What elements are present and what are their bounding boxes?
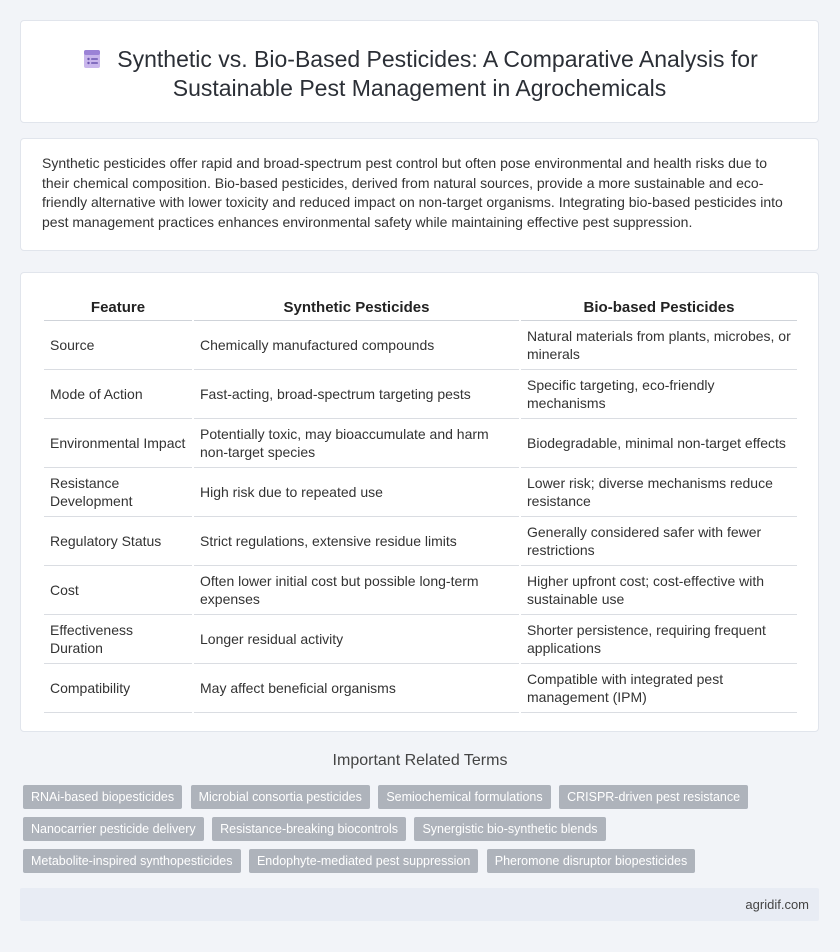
feature-cell: Resistance Development (44, 468, 192, 517)
table-row (44, 664, 797, 713)
bio-cell: Lower risk; diverse mechanisms reduce resistance (521, 468, 797, 517)
synthetic-cell: Strict regulations, extensive residue limits (194, 517, 519, 566)
bio-cell: Biodegradable, minimal non-target effects (521, 419, 797, 468)
related-term-tag[interactable]: Resistance-breaking biocontrols (212, 817, 406, 841)
bio-cell: Compatible with integrated pest management (IPM) (521, 664, 797, 713)
synthetic-cell: High risk due to repeated use (194, 468, 519, 517)
related-term-tag[interactable]: Metabolite-inspired synthopesticides (23, 849, 241, 873)
header-feature: Feature (44, 295, 192, 321)
feature-cell: Effectiveness Duration (44, 615, 192, 664)
bio-cell: Higher upfront cost; cost-effective with sustainable use (521, 566, 797, 615)
footer-bar (20, 888, 819, 921)
synthetic-cell: Often lower initial cost but possible long-term expenses (194, 566, 519, 615)
related-terms-heading: Important Related Terms (332, 752, 508, 769)
table-row (44, 419, 797, 468)
feature-cell: Compatibility (44, 664, 192, 713)
table-row (44, 370, 797, 419)
title-line-2: Sustainable Pest Management in Agrochemicals (172, 75, 667, 101)
header-bio-based: Bio-based Pesticides (521, 295, 797, 321)
bio-cell: Shorter persistence, requiring frequent applications (521, 615, 797, 664)
related-term-tag[interactable]: Microbial consortia pesticides (191, 785, 370, 809)
bio-cell: Generally considered safer with fewer restrictions (521, 517, 797, 566)
synthetic-cell: Potentially toxic, may bioaccumulate and harm non-target species (194, 419, 519, 468)
feature-cell: Mode of Action (44, 370, 192, 419)
synthetic-cell: Fast-acting, broad-spectrum targeting pests (194, 370, 519, 419)
synthetic-cell: Longer residual activity (194, 615, 519, 664)
table-header-row (44, 295, 797, 321)
comparison-table (42, 295, 799, 713)
feature-cell: Cost (44, 566, 192, 615)
table-row (44, 566, 797, 615)
related-term-tag[interactable]: Semiochemical formulations (378, 785, 550, 809)
bio-cell: Specific targeting, eco-friendly mechanisms (521, 370, 797, 419)
table-row (44, 321, 797, 370)
table-row (44, 517, 797, 566)
table-row (44, 615, 797, 664)
footer-site-link[interactable]: agridif.com (745, 897, 809, 912)
comparison-table-card (20, 272, 819, 732)
related-term-tag[interactable]: Nanocarrier pesticide delivery (23, 817, 204, 841)
title-line-1: Synthetic vs. Bio-Based Pesticides: A Comparative Analysis for (117, 46, 758, 72)
synthetic-cell: Chemically manufactured compounds (194, 321, 519, 370)
feature-cell: Source (44, 321, 192, 370)
page-title (21, 45, 818, 103)
document-icon (81, 48, 103, 70)
bio-cell: Natural materials from plants, microbes, or minerals (521, 321, 797, 370)
feature-cell: Regulatory Status (44, 517, 192, 566)
related-terms-list (23, 785, 813, 881)
feature-cell: Environmental Impact (44, 419, 192, 468)
table-row (44, 468, 797, 517)
intro-card (20, 138, 819, 251)
related-term-tag[interactable]: RNAi-based biopesticides (23, 785, 182, 809)
related-term-tag[interactable]: Endophyte-mediated pest suppression (249, 849, 478, 873)
header-synthetic: Synthetic Pesticides (194, 295, 519, 321)
related-term-tag[interactable]: Pheromone disruptor biopesticides (487, 849, 695, 873)
intro-paragraph: Synthetic pesticides offer rapid and broad-spectrum pest control but often pose environmental and health risks due to their chemical composition. Bio-based pesticides, derived from natural sources, provide a more sustainable and eco-friendly alternative with lower toxicity and reduced impact on non-target organisms. Integrating bio-based pesticides into pest management practices enhances environmental safety while maintaining effective pest suppression. (42, 155, 783, 230)
title-card (20, 20, 819, 123)
related-term-tag[interactable]: CRISPR-driven pest resistance (559, 785, 748, 809)
related-term-tag[interactable]: Synergistic bio-synthetic blends (414, 817, 605, 841)
synthetic-cell: May affect beneficial organisms (194, 664, 519, 713)
